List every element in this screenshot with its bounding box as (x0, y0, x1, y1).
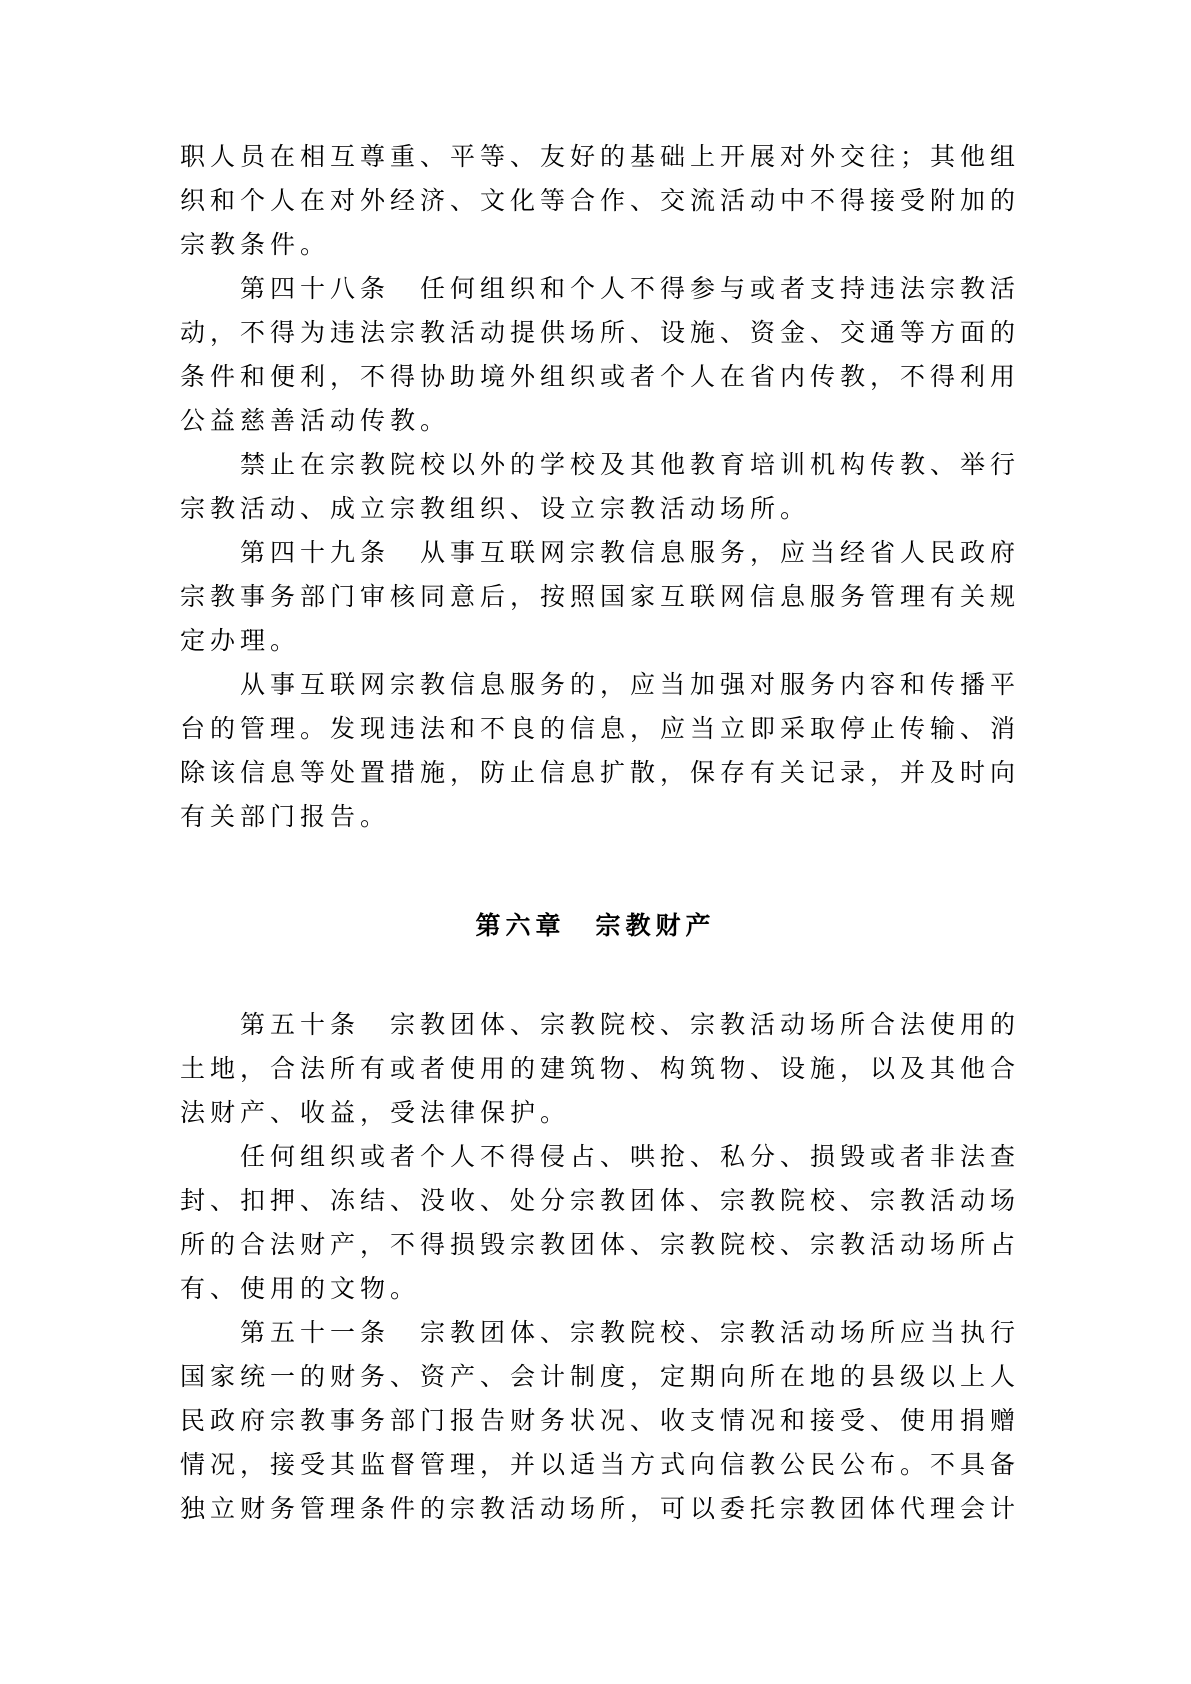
text-line: 有、使用的文物。 (180, 1274, 421, 1303)
text-line: 台的管理。发现违法和不良的信息，应当立即采取停止传输、消 (180, 714, 1015, 743)
text-line: 禁止在宗教院校以外的学校及其他教育培训机构传教、举行 (180, 450, 1015, 479)
text-line: 第四十八条 任何组织和个人不得参与或者支持违法宗教活 (180, 274, 1015, 303)
text-block-lower (180, 1003, 1015, 1531)
text-line: 第四十九条 从事互联网宗教信息服务，应当经省人民政府 (180, 538, 1015, 567)
text-block-upper (180, 135, 1015, 839)
text-line: 动，不得为违法宗教活动提供场所、设施、资金、交通等方面的 (180, 318, 1015, 347)
text-line: 公益慈善活动传教。 (180, 406, 451, 435)
text-line: 条件和便利，不得协助境外组织或者个人在省内传教，不得利用 (180, 362, 1015, 391)
text-line: 宗教事务部门审核同意后，按照国家互联网信息服务管理有关规 (180, 582, 1015, 611)
text-line: 第五十条 宗教团体、宗教院校、宗教活动场所合法使用的 (180, 1010, 1015, 1039)
text-line: 宗教条件。 (180, 230, 331, 259)
text-line: 职人员在相互尊重、平等、友好的基础上开展对外交往；其他组 (180, 142, 1015, 171)
text-line: 所的合法财产，不得损毁宗教团体、宗教院校、宗教活动场所占 (180, 1230, 1015, 1259)
text-line: 独立财务管理条件的宗教活动场所，可以委托宗教团体代理会计 (180, 1494, 1015, 1523)
text-line: 有关部门报告。 (180, 802, 391, 831)
text-line: 国家统一的财务、资产、会计制度，定期向所在地的县级以上人 (180, 1362, 1015, 1391)
text-line: 法财产、收益，受法律保护。 (180, 1098, 571, 1127)
text-line: 除该信息等处置措施，防止信息扩散，保存有关记录，并及时向 (180, 758, 1015, 787)
text-line: 民政府宗教事务部门报告财务状况、收支情况和接受、使用捐赠 (180, 1406, 1015, 1435)
text-line: 情况，接受其监督管理，并以适当方式向信教公民公布。不具备 (180, 1450, 1015, 1479)
text-line: 从事互联网宗教信息服务的，应当加强对服务内容和传播平 (180, 670, 1015, 699)
text-line: 定办理。 (180, 626, 301, 655)
chapter-title: 第六章 宗教财产 (475, 911, 716, 940)
text-line: 第五十一条 宗教团体、宗教院校、宗教活动场所应当执行 (180, 1318, 1015, 1347)
text-line: 封、扣押、冻结、没收、处分宗教团体、宗教院校、宗教活动场 (180, 1186, 1015, 1215)
text-line: 土地，合法所有或者使用的建筑物、构筑物、设施，以及其他合 (180, 1054, 1015, 1083)
text-line: 织和个人在对外经济、文化等合作、交流活动中不得接受附加的 (180, 186, 1015, 215)
text-line: 任何组织或者个人不得侵占、哄抢、私分、损毁或者非法查 (180, 1142, 1015, 1171)
text-line: 宗教活动、成立宗教组织、设立宗教活动场所。 (180, 494, 811, 523)
